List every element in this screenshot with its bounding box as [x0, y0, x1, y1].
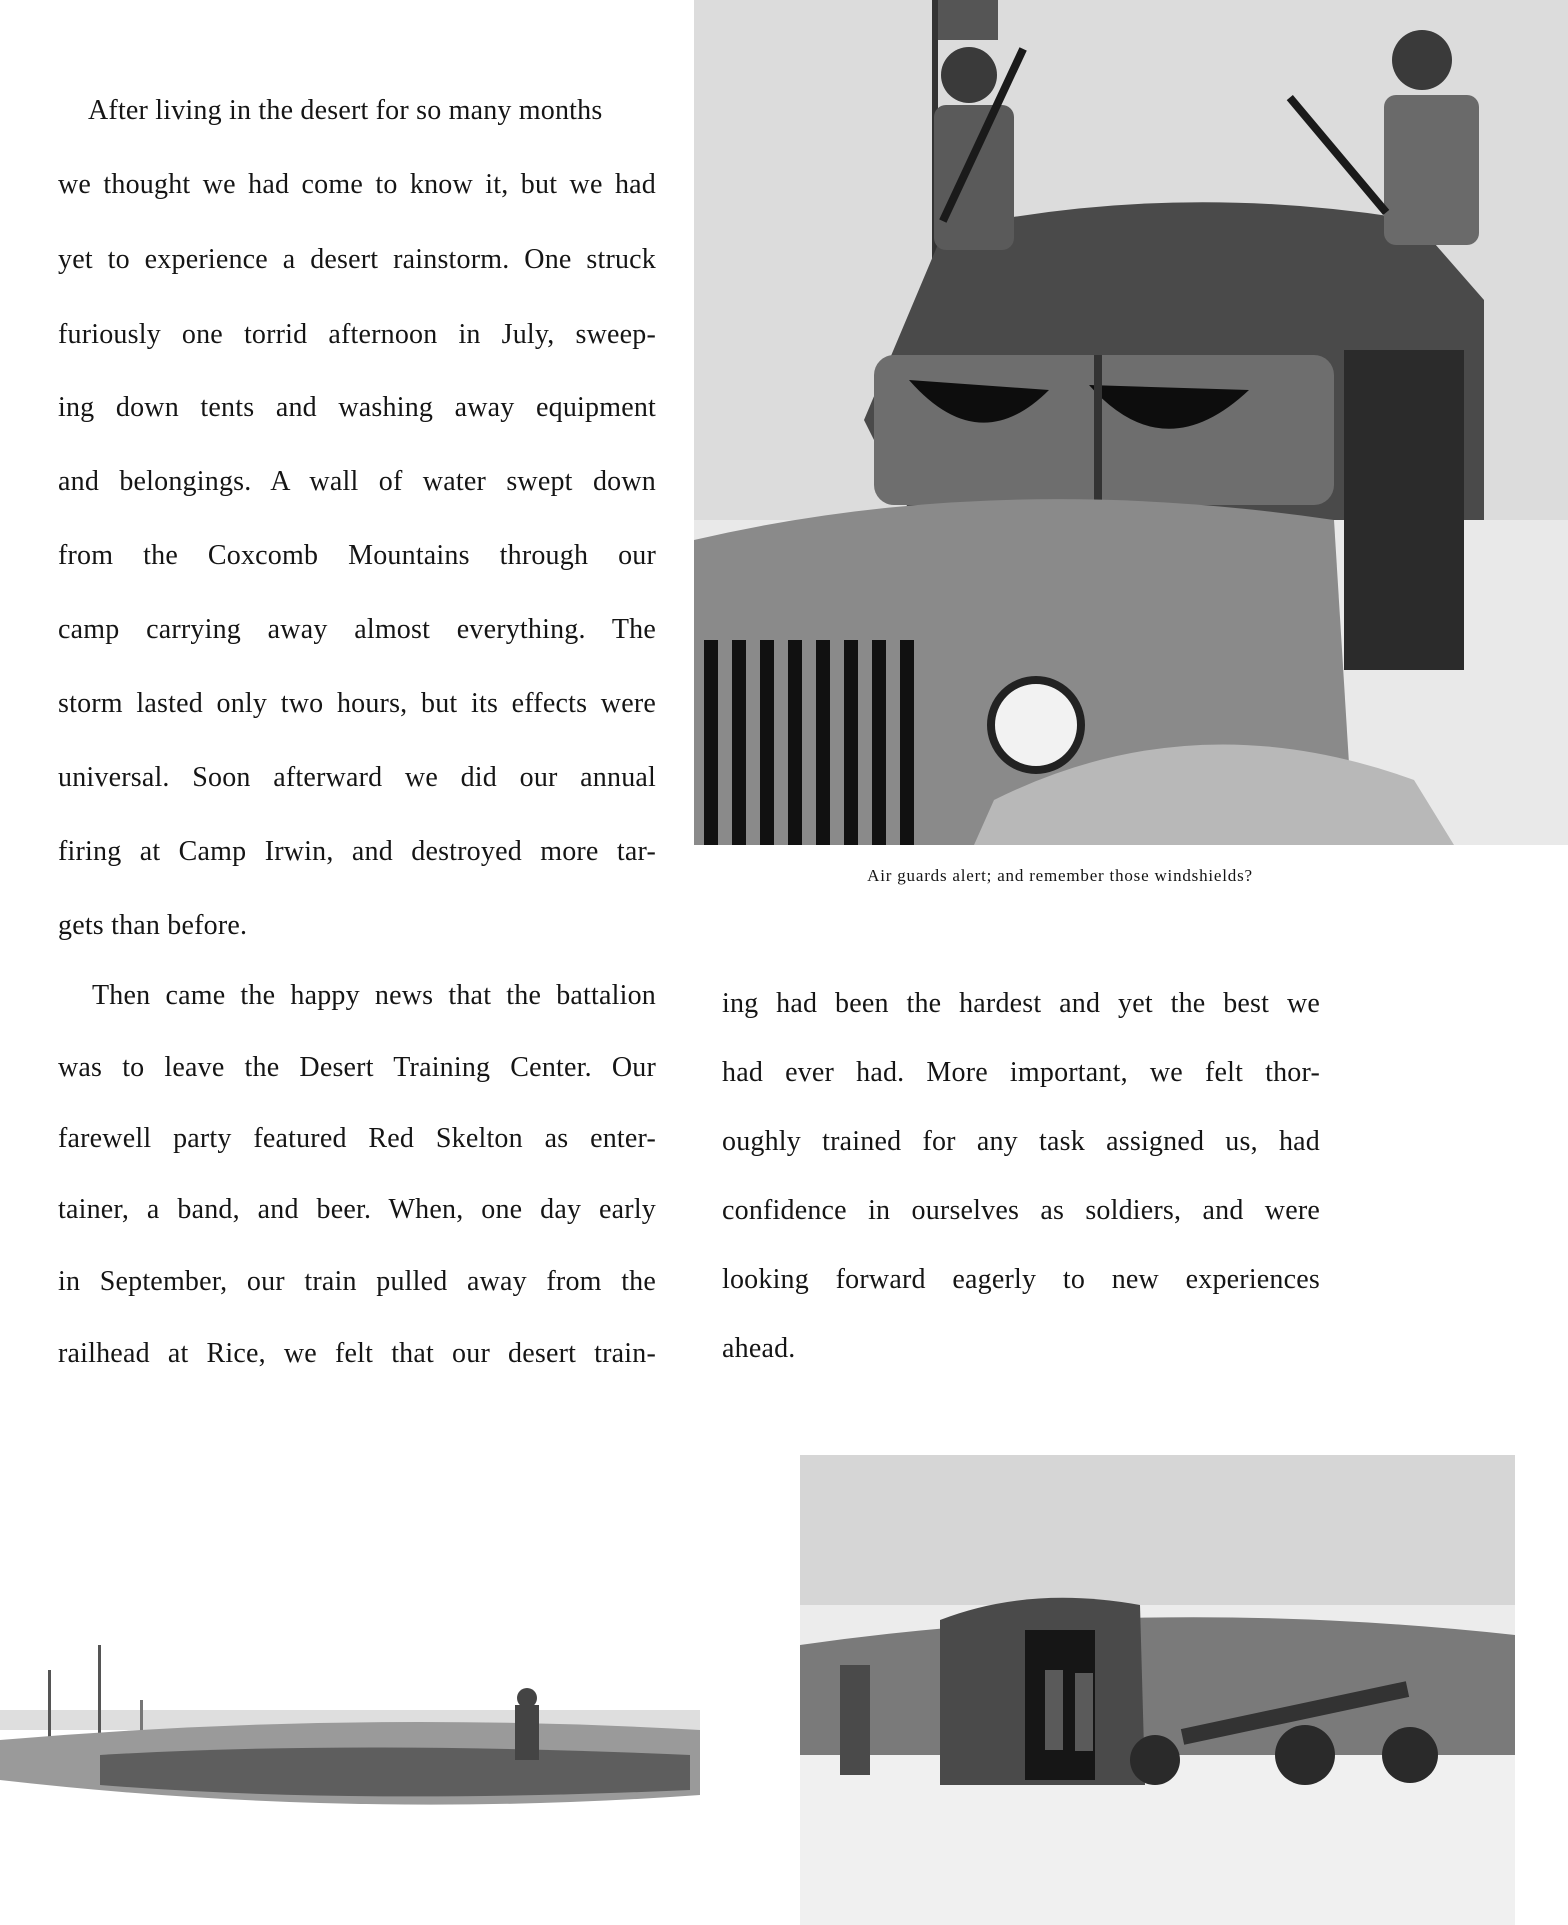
text-line: gets than before. — [58, 910, 248, 941]
gun-crew-photo — [800, 1455, 1515, 1925]
text-line: After living in the desert for so many months — [88, 95, 603, 126]
text-line: in September, our train pulled away from the — [58, 1266, 656, 1297]
photo-caption: Air guards alert; and remember those windshields? — [867, 866, 1253, 885]
text-line: furiously one torrid afternoon in July, sweep- — [58, 319, 656, 350]
text-line: and belongings. A wall of water swept down — [58, 466, 656, 497]
text-line: had ever had. More important, we felt thor- — [722, 1057, 1320, 1088]
text-line: railhead at Rice, we felt that our desert train- — [58, 1338, 656, 1369]
text-line: from the Coxcomb Mountains through our — [58, 540, 656, 571]
text-line: confidence in ourselves as soldiers, and were — [722, 1195, 1320, 1226]
text-line: storm lasted only two hours, but its effects were — [58, 688, 656, 719]
text-line: looking forward eagerly to new experiences — [722, 1264, 1320, 1295]
text-line: yet to experience a desert rainstorm. One struck — [58, 244, 656, 275]
text-line: firing at Camp Irwin, and destroyed more tar- — [58, 836, 656, 867]
text-line: tainer, a band, and beer. When, one day early — [58, 1194, 656, 1225]
railhead-troops-photo — [0, 1440, 700, 1925]
text-line: universal. Soon afterward we did our annual — [58, 762, 656, 793]
truck-photo — [694, 0, 1568, 845]
text-line: ahead. — [722, 1333, 796, 1364]
text-line: ing down tents and washing away equipment — [58, 392, 656, 423]
text-line: farewell party featured Red Skelton as enter- — [58, 1123, 656, 1154]
text-line: ing had been the hardest and yet the best we — [722, 988, 1320, 1019]
text-line: we thought we had come to know it, but we had — [58, 169, 656, 200]
text-line: Then came the happy news that the battalion — [92, 980, 656, 1011]
text-line: camp carrying away almost everything. The — [58, 614, 656, 645]
text-line: oughly trained for any task assigned us, had — [722, 1126, 1320, 1157]
text-line: was to leave the Desert Training Center. Our — [58, 1052, 656, 1083]
